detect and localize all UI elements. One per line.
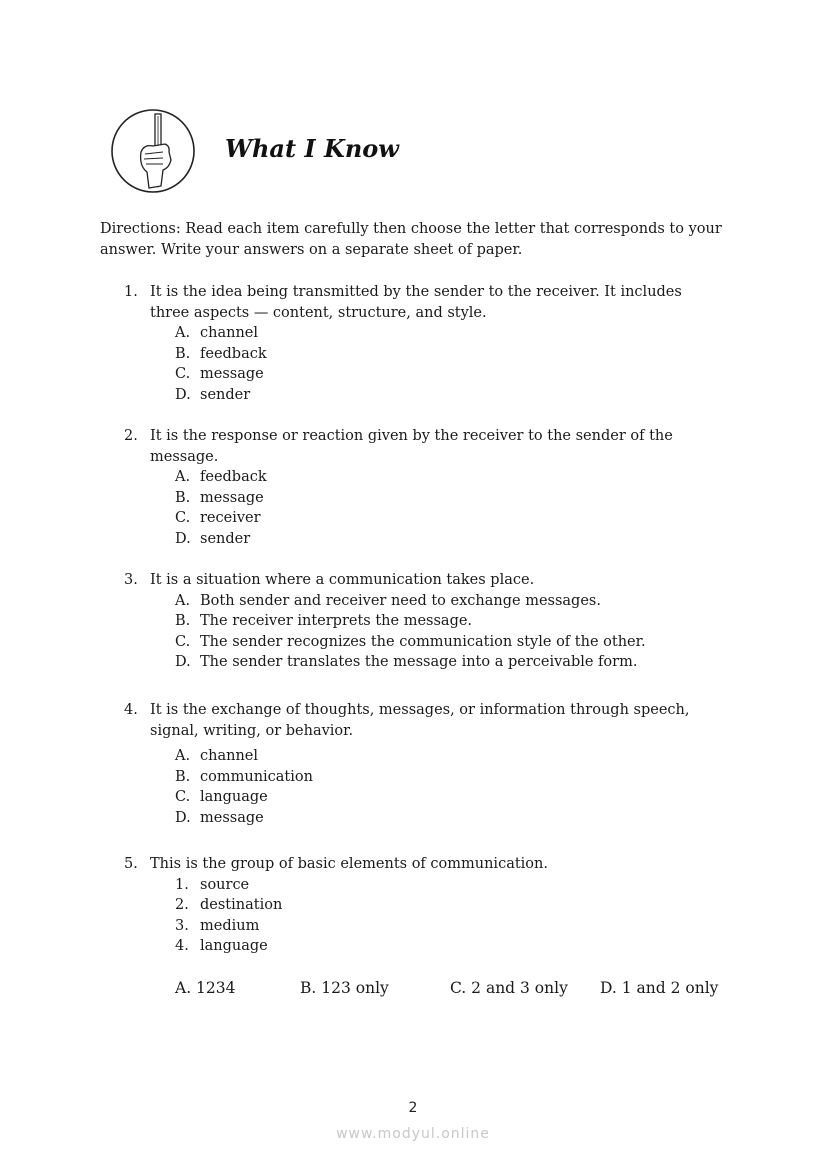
question-text: It is a situation where a communication takes place. <box>150 572 535 588</box>
question-3 <box>124 570 720 673</box>
pencil-hand-icon <box>111 106 195 196</box>
page-title: What I Know <box>225 134 399 163</box>
question-number: 4. <box>124 702 138 718</box>
question-number: 5. <box>124 856 138 872</box>
option-a: A. Both sender and receiver need to exchange messages. <box>175 592 601 609</box>
question-5 <box>124 854 720 957</box>
option-d: D. The sender translates the message into a perceivable form. <box>175 654 638 671</box>
option-c: C. receiver <box>175 510 261 527</box>
option-a: A. channel <box>175 325 258 342</box>
option-d: D. message <box>175 809 264 826</box>
question-text: It is the response or reaction given by the receiver to the sender of the message. <box>150 428 673 465</box>
choice-c: C. 2 and 3 only <box>450 979 568 997</box>
question-4 <box>124 700 720 829</box>
question-number: 2. <box>124 428 138 444</box>
choice-a: A. 1234 <box>175 979 236 997</box>
question-1 <box>124 282 720 406</box>
option-c: C. message <box>175 366 264 383</box>
option-d: D. sender <box>175 530 251 547</box>
option-d: D. sender <box>175 386 251 403</box>
option-c: C. language <box>175 789 268 806</box>
question-number: 3. <box>124 572 138 588</box>
question-text: It is the exchange of thoughts, messages, or information through speech, signal, writing, or behavior. <box>150 702 690 739</box>
question-text: It is the idea being transmitted by the sender to the receiver. It includes three aspects — content, structure, and style. <box>150 284 682 321</box>
question-text: This is the group of basic elements of communication. <box>150 856 548 872</box>
option-b: B. feedback <box>175 345 267 362</box>
option-a: A. channel <box>175 748 258 765</box>
option-a: A. feedback <box>175 469 267 486</box>
option-b: B. The receiver interprets the message. <box>175 613 473 630</box>
option-b: B. message <box>175 489 264 506</box>
element-4: 4. language <box>175 938 268 955</box>
element-1: 1. source <box>175 876 250 893</box>
page-number: 2 <box>408 1100 418 1116</box>
question-number: 1. <box>124 284 138 300</box>
element-3: 3. medium <box>175 917 260 934</box>
directions-text: Directions: Read each item carefully then choose the letter that corresponds to your answer. Write your answers on a separate sheet of paper. <box>100 221 722 258</box>
watermark: www.modyul.online <box>336 1126 490 1142</box>
option-b: B. communication <box>175 768 313 785</box>
question-2 <box>124 426 720 550</box>
option-c: C. The sender recognizes the communication style of the other. <box>175 633 646 650</box>
element-2: 2. destination <box>175 897 283 914</box>
choice-d: D. 1 and 2 only <box>600 979 719 997</box>
choice-b: B. 123 only <box>300 979 389 997</box>
